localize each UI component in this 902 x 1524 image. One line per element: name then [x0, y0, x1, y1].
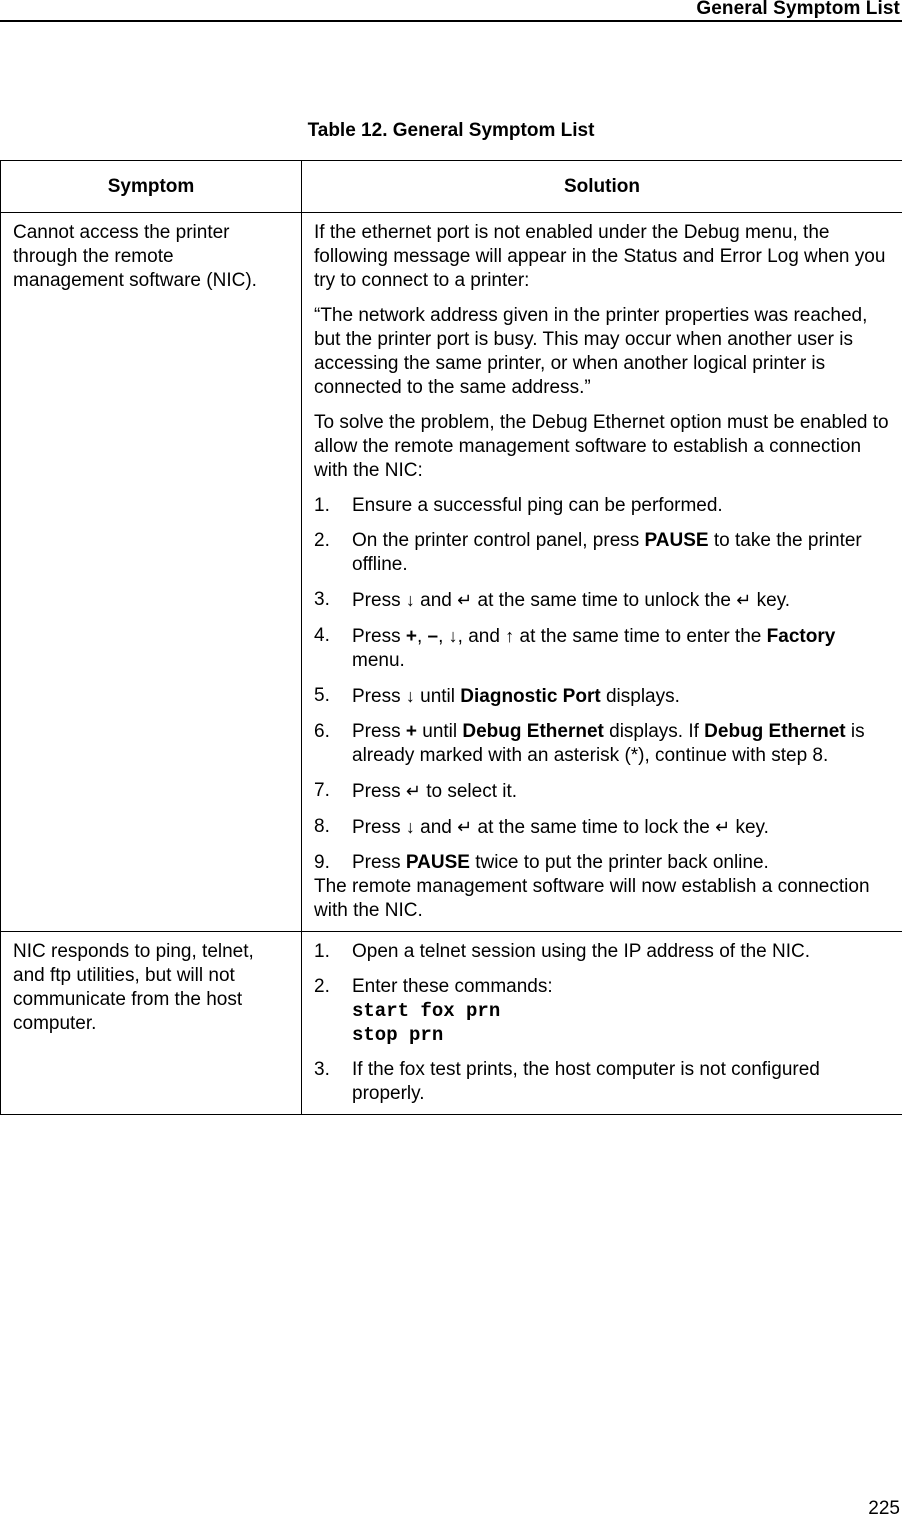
debug-ethernet-label: Debug Ethernet	[462, 721, 604, 742]
step-item	[314, 851, 890, 875]
step-item	[314, 529, 890, 577]
enter-key-icon: ↵	[715, 817, 731, 837]
step-text: Press	[352, 686, 406, 707]
plus-key-label: +	[405, 626, 417, 647]
step-number: 5.	[314, 685, 330, 706]
step-text: If the fox test prints, the host computer is not configured properly.	[352, 1059, 820, 1104]
step-text: and	[414, 817, 458, 838]
step-item	[314, 1058, 890, 1106]
column-header-symptom: Symptom	[1, 161, 302, 213]
step-text: Press	[352, 852, 406, 873]
step-text: is already marked with an asterisk (*), continue with step 8.	[352, 721, 865, 766]
step-text: key.	[751, 590, 791, 611]
symptom-text: Cannot access the printer through the remote management software (NIC).	[13, 222, 257, 291]
step-item	[314, 815, 890, 840]
pause-key-label: PAUSE	[644, 530, 709, 551]
step-text: ,	[416, 626, 428, 647]
enter-key-icon: ↵	[457, 590, 473, 610]
step-text: Press	[352, 626, 406, 647]
step-item	[314, 975, 890, 1047]
step-number: 4.	[314, 625, 330, 646]
step-text: Open a telnet session using the IP address of the NIC.	[352, 941, 811, 962]
step-text: until	[414, 686, 461, 707]
step-text: ,	[438, 626, 449, 647]
table-row	[1, 932, 902, 1115]
step-text: at the same time to enter the	[514, 626, 767, 647]
step-text: at the same time to lock the	[472, 817, 716, 838]
step-item	[314, 779, 890, 804]
step-number: 7.	[314, 780, 330, 801]
plus-key-label: +	[405, 721, 417, 742]
step-text: Press	[352, 721, 406, 742]
step-text: displays. If	[603, 721, 705, 742]
step-text: to take the printer offline.	[352, 530, 862, 575]
step-text: Ensure a successful ping can be performed.	[352, 495, 723, 516]
closing-note: The remote management software will now establish a connection with the NIC.	[314, 876, 870, 921]
enter-key-icon: ↵	[405, 781, 421, 801]
command-line: stop prn	[352, 1024, 444, 1046]
step-text: displays.	[600, 686, 680, 707]
pause-key-label: PAUSE	[405, 852, 470, 873]
step-text: until	[416, 721, 463, 742]
step-text: Enter these commands:	[352, 976, 553, 997]
step-text: twice to put the printer back online.	[469, 852, 769, 873]
table-header-row	[1, 161, 902, 213]
up-arrow-icon: ↑	[505, 626, 515, 646]
step-text: On the printer control panel, press	[352, 530, 645, 551]
down-arrow-icon: ↓	[448, 626, 458, 646]
step-item	[314, 684, 890, 709]
running-header	[0, 0, 902, 22]
running-title: General Symptom List	[696, 0, 900, 19]
step-text: Press	[352, 590, 406, 611]
step-item	[314, 720, 890, 768]
step-text: at the same time to unlock the	[472, 590, 737, 611]
step-text: Press	[352, 817, 406, 838]
command-line: start fox prn	[352, 1000, 501, 1022]
procedure-steps	[314, 940, 890, 1106]
step-item	[314, 494, 890, 518]
step-number: 9.	[314, 852, 330, 873]
solution-cell	[302, 932, 902, 1115]
column-header-solution: Solution	[302, 161, 902, 213]
table-row	[1, 213, 902, 932]
enter-key-icon: ↵	[736, 590, 752, 610]
diagnostic-port-label: Diagnostic Port	[460, 686, 601, 707]
step-number: 1.	[314, 941, 330, 962]
symptom-table	[0, 160, 902, 1115]
step-item	[314, 588, 890, 613]
enter-key-icon: ↵	[457, 817, 473, 837]
step-number: 3.	[314, 589, 330, 610]
log-message-quote: “The network address given in the printer properties was reached, but the printer port is busy. This may occur when another user is accessing the same printer, or when another logical printer is connected to the same address.”	[314, 305, 868, 398]
debug-ethernet-label: Debug Ethernet	[704, 721, 846, 742]
solution-paragraph: To solve the problem, the Debug Ethernet option must be enabled to allow the remote management software to establish a connection with the NIC:	[314, 412, 889, 481]
step-text: key.	[730, 817, 769, 838]
step-item	[314, 624, 890, 673]
table-caption: Table 12. General Symptom List	[307, 120, 595, 141]
step-number: 3.	[314, 1059, 330, 1080]
step-number: 2.	[314, 530, 330, 551]
step-text: menu.	[352, 650, 405, 671]
solution-paragraph: If the ethernet port is not enabled under the Debug menu, the following message will appear in the Status and Error Log when you try to connect to a printer:	[314, 222, 886, 291]
down-arrow-icon: ↓	[405, 686, 415, 706]
symptom-text: NIC responds to ping, telnet, and ftp utilities, but will not communicate from the host computer.	[13, 941, 254, 1034]
symptom-cell	[1, 932, 302, 1115]
down-arrow-icon: ↓	[405, 817, 415, 837]
page-number: 225	[868, 1498, 900, 1519]
step-text: , and	[457, 626, 506, 647]
step-item	[314, 940, 890, 964]
minus-key-label: –	[427, 626, 439, 647]
solution-cell	[302, 213, 902, 932]
symptom-cell	[1, 213, 302, 932]
step-text: to select it.	[420, 781, 518, 802]
down-arrow-icon: ↓	[405, 590, 415, 610]
step-number: 2.	[314, 976, 330, 997]
step-text: and	[414, 590, 458, 611]
step-number: 6.	[314, 721, 330, 742]
step-number: 8.	[314, 816, 330, 837]
step-text: Press	[352, 781, 406, 802]
procedure-steps	[314, 494, 890, 875]
factory-menu-label: Factory	[766, 626, 836, 647]
step-number: 1.	[314, 495, 330, 516]
